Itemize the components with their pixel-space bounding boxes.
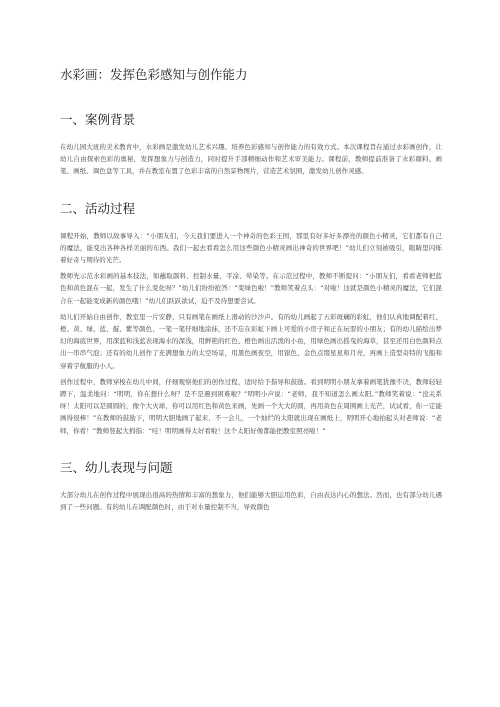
section-heading-background: 一、案例背景 xyxy=(60,112,136,127)
section-background xyxy=(60,111,442,178)
section-heading-activity-process: 二、活动过程 xyxy=(60,200,136,216)
page-title: 水彩画：发挥色彩感知与创作能力 xyxy=(60,67,248,82)
section-heading-performance-issues: 三、幼儿表现与问题 xyxy=(60,459,173,475)
paragraph: 幼儿们开始自由创作，教室里一片安静，只有画笔在画纸上滑动的沙沙声。有的幼儿画起了五彩斑斓的彩虹，他们认真地调配着红、橙、黄、绿、蓝、靛、紫等颜色，一笔一笔仔细地涂抹，还不忘在彩虹下画上可爱的小房子和正在玩耍的小朋友；有的幼儿描绘出梦幻的海底世界，用深蓝和浅蓝表现海水的深浅，用鲜艳的红色、橙色画出活泼的小鱼，用绿色画出摇曳的海草，甚至还用白色颜料点出一串串气泡；还有的幼儿创作了充满想象力的太空场景，用黑色画夜空，用银色、金色点缀星星和月亮，再画上造型奇特的飞船和穿着宇航服的小人。 xyxy=(60,312,442,370)
paragraph: 在幼儿园大班的美术教育中，水彩画是激发幼儿艺术兴趣、培养色彩感知与创作能力的有效方式。本次课程旨在通过水彩画创作，让幼儿自由探索色彩的奥秘，发挥想象力与创造力，同时提升手部精细动作和艺术审美能力。课程前，教师提前准备了水彩颜料、画笔、画纸、调色盘等工具，并在教室布置了色彩丰富的自然景物图片，营造艺术氛围，激发幼儿创作灵感。 xyxy=(60,143,442,176)
paragraph: 创作过程中，教师穿梭在幼儿中间，仔细观察他们的创作过程，适时给予指导和鼓励。看到明明小朋友拿着画笔犹豫不决，教师轻轻蹲下，温柔地问：“明明，你在想什么呀？是不是遇到困难啦？”明明小声说：“老师，我不知道怎么画太阳。”教师笑着说：“没关系呀！太阳可以是圆圆的，像个大火球，你可以用红色和黄色来画，先画一个大大的圆，再用黄色在周围画上光芒，试试看，你一定能画得很棒！”在教师的鼓励下，明明大胆地画了起来，不一会儿，一个灿烂的太阳就出现在画纸上，明明开心地拍起头对老师说：“老师，你看！”教师竖起大拇指：“哇！明明画得太好看啦！这个太阳好像都能把教室照亮啦！” xyxy=(60,377,442,435)
paragraph: 大部分幼儿在创作过程中展现出很高的热情和丰富的想象力，他们能够大胆运用色彩，自由表达内心的想法。然而，也有部分幼儿遇到了一些问题。有的幼儿在调配颜色时，由于对水量控制不当，导致颜色 xyxy=(60,490,442,512)
section-performance-issues xyxy=(60,459,442,513)
paragraph: 教师先示范水彩画的基本技法，如蘸取颜料、控制水量、平涂、晕染等。在示范过程中，教师不断提问：“小朋友们，看看老师把蓝色和黄色混在一起，发生了什么变化呀？”幼儿们纷纷抢答：“变绿色啦！”教师笑着点头：“对啦！这就是颜色小精灵的魔法，它们混合在一起能变成新的颜色哦！”幼儿们跃跃欲试，迫不及待想要尝试。 xyxy=(60,272,442,305)
paragraph: 课程开始，教师以故事导入：“小朋友们，今天我们要进入一个神奇的色彩王国，那里有好多好多漂亮的颜色小精灵，它们都有自己的魔法，能变出各种各样美丽的东西。我们一起去看看怎么用这些颜色小精灵画出神奇的世界吧！”幼儿们立刻被吸引，眼睛里闪烁着好奇与期待的光芒。 xyxy=(60,231,442,265)
section-activity-process xyxy=(60,200,442,437)
